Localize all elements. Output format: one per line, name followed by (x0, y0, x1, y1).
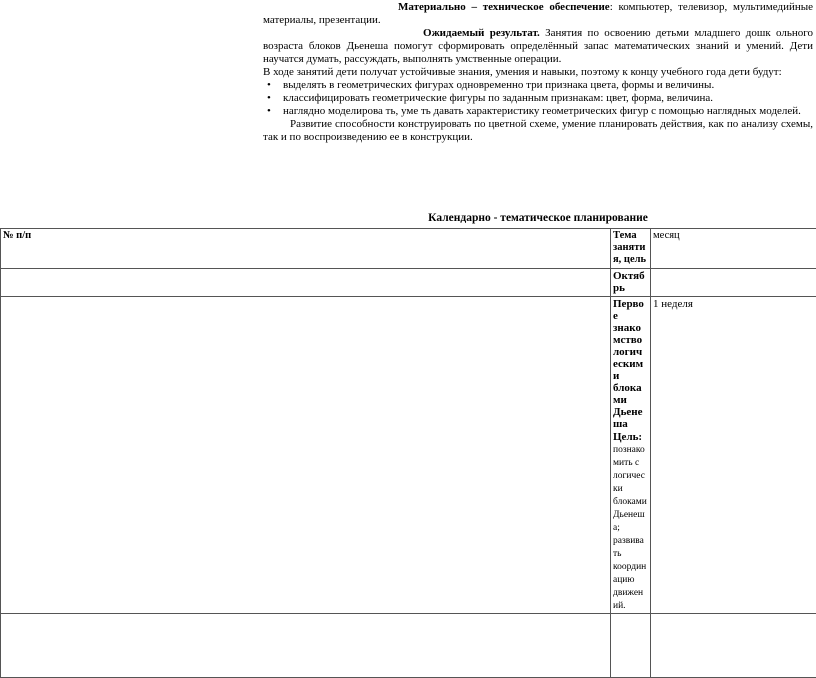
list-item (263, 92, 813, 105)
cell-lesson-topic (611, 297, 651, 614)
list-item (263, 79, 813, 92)
table-row-lesson (1, 297, 816, 614)
material-support-text: : компьютер, телевизор, мультимедийные материалы, презентации. (263, 1, 813, 26)
paragraph-course-intro: В ходе занятий дети получат устойчивые знания, умения и навыки, поэтому к концу учебного года дети будут: (263, 66, 813, 79)
list-item-text: наглядно моделирова ть, уме ть давать характеристику геометрических фигур с помощью наглядных моделей. (283, 105, 801, 117)
document-body (263, 1, 813, 144)
skills-list (263, 79, 813, 118)
table-row-empty (1, 614, 816, 678)
list-item-text: выделять в геометрических фигурах одновременно три признака цвета, формы и величины. (283, 79, 714, 91)
cell-num-empty (1, 269, 611, 297)
list-item-text: классифицировать геометрические фигуры по заданным признакам: цвет, форма, величина. (283, 92, 713, 104)
cell-topic-empty (611, 614, 651, 678)
bullet-icon: • (267, 92, 271, 105)
bullet-icon: • (267, 105, 271, 118)
cell-num-empty (1, 297, 611, 614)
lesson-goal (613, 431, 647, 612)
lesson-goal-label: Цель: (613, 431, 642, 443)
planning-table (0, 228, 816, 678)
expected-result-label: Ожидаемый результат. (423, 27, 540, 39)
column-header-topic: Тема занятия, цель (611, 229, 651, 269)
cell-month-name: Октябрь (611, 269, 651, 297)
section-heading: Календарно - тематическое планирование (263, 211, 813, 225)
column-header-num: № п/п (1, 229, 611, 269)
expected-result-text: Занятия по освоению детьми младшего дошк ольного возраста блоков Дьенеша помогут сформировать определённый запас математических знаний и умений. Дети научатся думать, рассуждать, выполнять умственные операции. (263, 27, 813, 65)
cell-week: 1 неделя (651, 297, 816, 614)
table-row-month (1, 269, 816, 297)
paragraph-expected-result (263, 27, 813, 66)
material-support-label: Материально – техническое обеспечение (398, 1, 610, 13)
list-item (263, 105, 813, 118)
cell-week-empty (651, 269, 816, 297)
cell-week-empty (651, 614, 816, 678)
column-header-month: месяц (651, 229, 816, 269)
paragraph-development: Развитие способности конструировать по цветной схеме, умение планировать действия, как по анализу схемы, так и по воспроизведению ее в конструкции. (263, 118, 813, 144)
lesson-goal-text: познакомить с логически блоками Дьенеша; развивать координацию движений. (613, 445, 647, 611)
lesson-topic-title: Первое знакомство логическими блоками Дьенеша (613, 298, 647, 430)
table-header-row (1, 229, 816, 269)
bullet-icon: • (267, 79, 271, 92)
cell-num-empty (1, 614, 611, 678)
paragraph-material-support (263, 1, 813, 27)
